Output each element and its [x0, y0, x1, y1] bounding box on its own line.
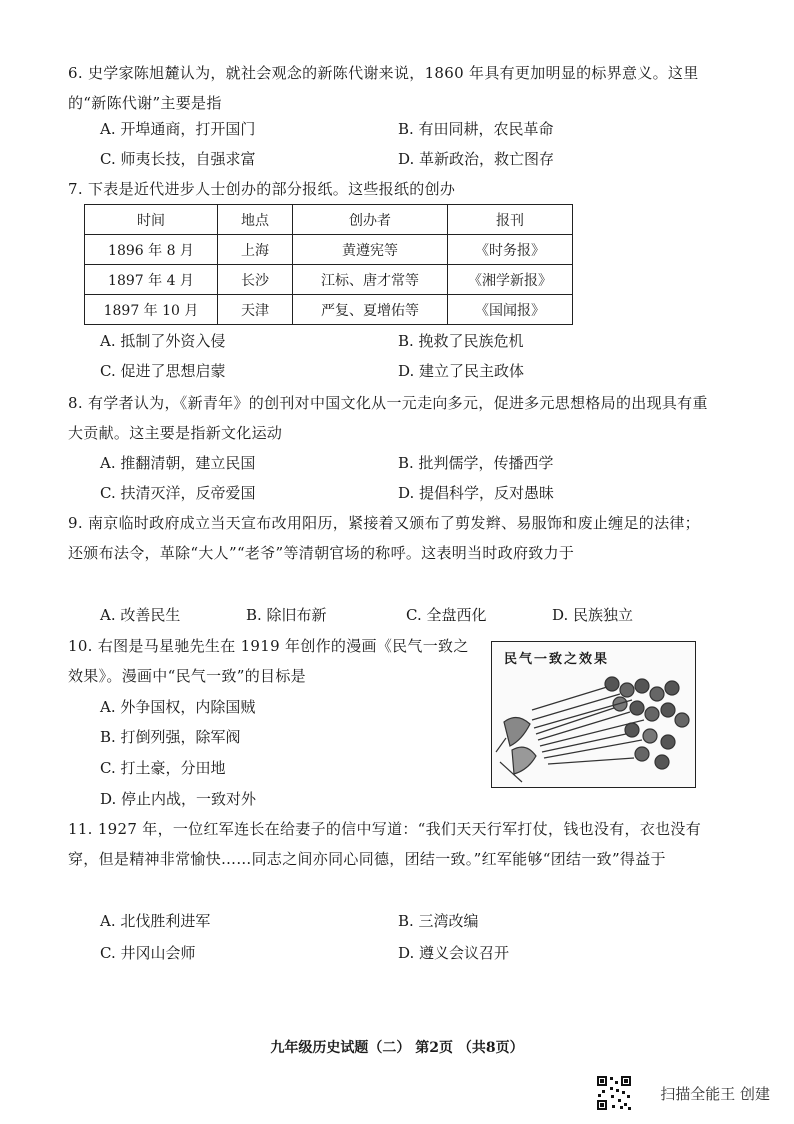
q9-option-c[interactable]: C. 全盘西化 [406, 606, 487, 624]
cartoon-caption: 民气一致之效果 [504, 652, 610, 667]
table-header: 时间 [85, 205, 218, 235]
q6-option-d[interactable]: D. 革新政治，救亡图存 [398, 150, 555, 168]
cartoon-drawing [492, 642, 695, 787]
q9-option-b[interactable]: B. 除旧布新 [246, 606, 327, 624]
qr-code-icon [596, 1075, 632, 1111]
question-8-stem: 8. 有学者认为，《新青年》的创刊对中国文化从一元走向多元，促进多元思想格局的出现具有重大贡献。这主要是指新文化运动 [68, 394, 708, 442]
table-row [85, 295, 573, 325]
table-header: 创办者 [293, 205, 448, 235]
table-header-row [85, 205, 573, 235]
q9-option-d[interactable]: D. 民族独立 [552, 606, 634, 624]
q6-option-a[interactable]: A. 开埠通商，打开国门 [100, 120, 256, 138]
table-cell: 《时务报》 [448, 235, 573, 265]
q8-option-b[interactable]: B. 批判儒学，传播西学 [398, 454, 554, 472]
page-footer: 九年级历史试题（二） 第2页 （共8页） [270, 1040, 524, 1056]
q11-option-b[interactable]: B. 三湾改编 [398, 912, 479, 930]
table-cell: 1897 年 10 月 [85, 295, 218, 325]
table-cell: 《国闻报》 [448, 295, 573, 325]
q8-option-a[interactable]: A. 推翻清朝，建立民国 [100, 454, 256, 472]
q7-option-c[interactable]: C. 促进了思想启蒙 [100, 362, 226, 380]
question-6-stem: 6. 史学家陈旭麓认为，就社会观念的新陈代谢来说，1860 年具有更加明显的标界意义。这里的“新陈代谢”主要是指 [68, 64, 699, 112]
table-cell: 天津 [218, 295, 293, 325]
q7-option-d[interactable]: D. 建立了民主政体 [398, 362, 525, 380]
table-cell: 严复、夏增佑等 [293, 295, 448, 325]
q10-option-a[interactable]: A. 外争国权，内除国贼 [100, 698, 256, 716]
q7-option-b[interactable]: B. 挽救了民族危机 [398, 332, 524, 350]
question-7-stem: 7. 下表是近代进步人士创办的部分报纸。这些报纸的创办 [68, 180, 456, 198]
question-10-stem: 10. 右图是马星驰先生在 1919 年创作的漫画《民气一致之效果》。漫画中“民气一致”的目标是 [68, 637, 469, 685]
q8-option-c[interactable]: C. 扶清灭洋，反帝爱国 [100, 484, 256, 502]
q7-option-a[interactable]: A. 抵制了外资入侵 [100, 332, 226, 350]
table-cell: 《湘学新报》 [448, 265, 573, 295]
q10-option-d[interactable]: D. 停止内战，一致对外 [100, 790, 257, 808]
q8-option-d[interactable]: D. 提倡科学，反对愚昧 [398, 484, 555, 502]
table-cell: 长沙 [218, 265, 293, 295]
table-row [85, 265, 573, 295]
table-row [85, 235, 573, 265]
table-cell: 黄遵宪等 [293, 235, 448, 265]
q11-option-a[interactable]: A. 北伐胜利进军 [100, 912, 211, 930]
cartoon-illustration [491, 641, 696, 788]
q10-option-c[interactable]: C. 打土豪，分田地 [100, 759, 226, 777]
table-cell: 江标、唐才常等 [293, 265, 448, 295]
table-header: 报刊 [448, 205, 573, 235]
question-11-stem: 11. 1927 年，一位红军连长在给妻子的信中写道：“我们天天行军打仗，钱也没有，衣也没有穿，但是精神非常愉快……同志之间亦同心同德，团结一致。”红军能够“团结一致”得益于 [68, 820, 702, 868]
table-header: 地点 [218, 205, 293, 235]
q6-option-b[interactable]: B. 有田同耕，农民革命 [398, 120, 554, 138]
table-cell: 1896 年 8 月 [85, 235, 218, 265]
q11-option-c[interactable]: C. 井冈山会师 [100, 944, 196, 962]
q10-option-b[interactable]: B. 打倒列强，除军阀 [100, 728, 241, 746]
scanner-watermark: 扫描全能王 创建 [660, 1085, 770, 1103]
table-cell: 1897 年 4 月 [85, 265, 218, 295]
table-cell: 上海 [218, 235, 293, 265]
q9-option-a[interactable]: A. 改善民生 [100, 606, 181, 624]
q6-option-c[interactable]: C. 师夷长技，自强求富 [100, 150, 256, 168]
q11-option-d[interactable]: D. 遵义会议召开 [398, 944, 510, 962]
question-9-stem: 9. 南京临时政府成立当天宣布改用阳历，紧接着又颁布了剪发辫、易服饰和废止缠足的法律；还颁布法令，革除“大人”“老爷”等清朝官场的称呼。这表明当时政府致力于 [68, 514, 700, 562]
newspaper-table [84, 204, 573, 325]
